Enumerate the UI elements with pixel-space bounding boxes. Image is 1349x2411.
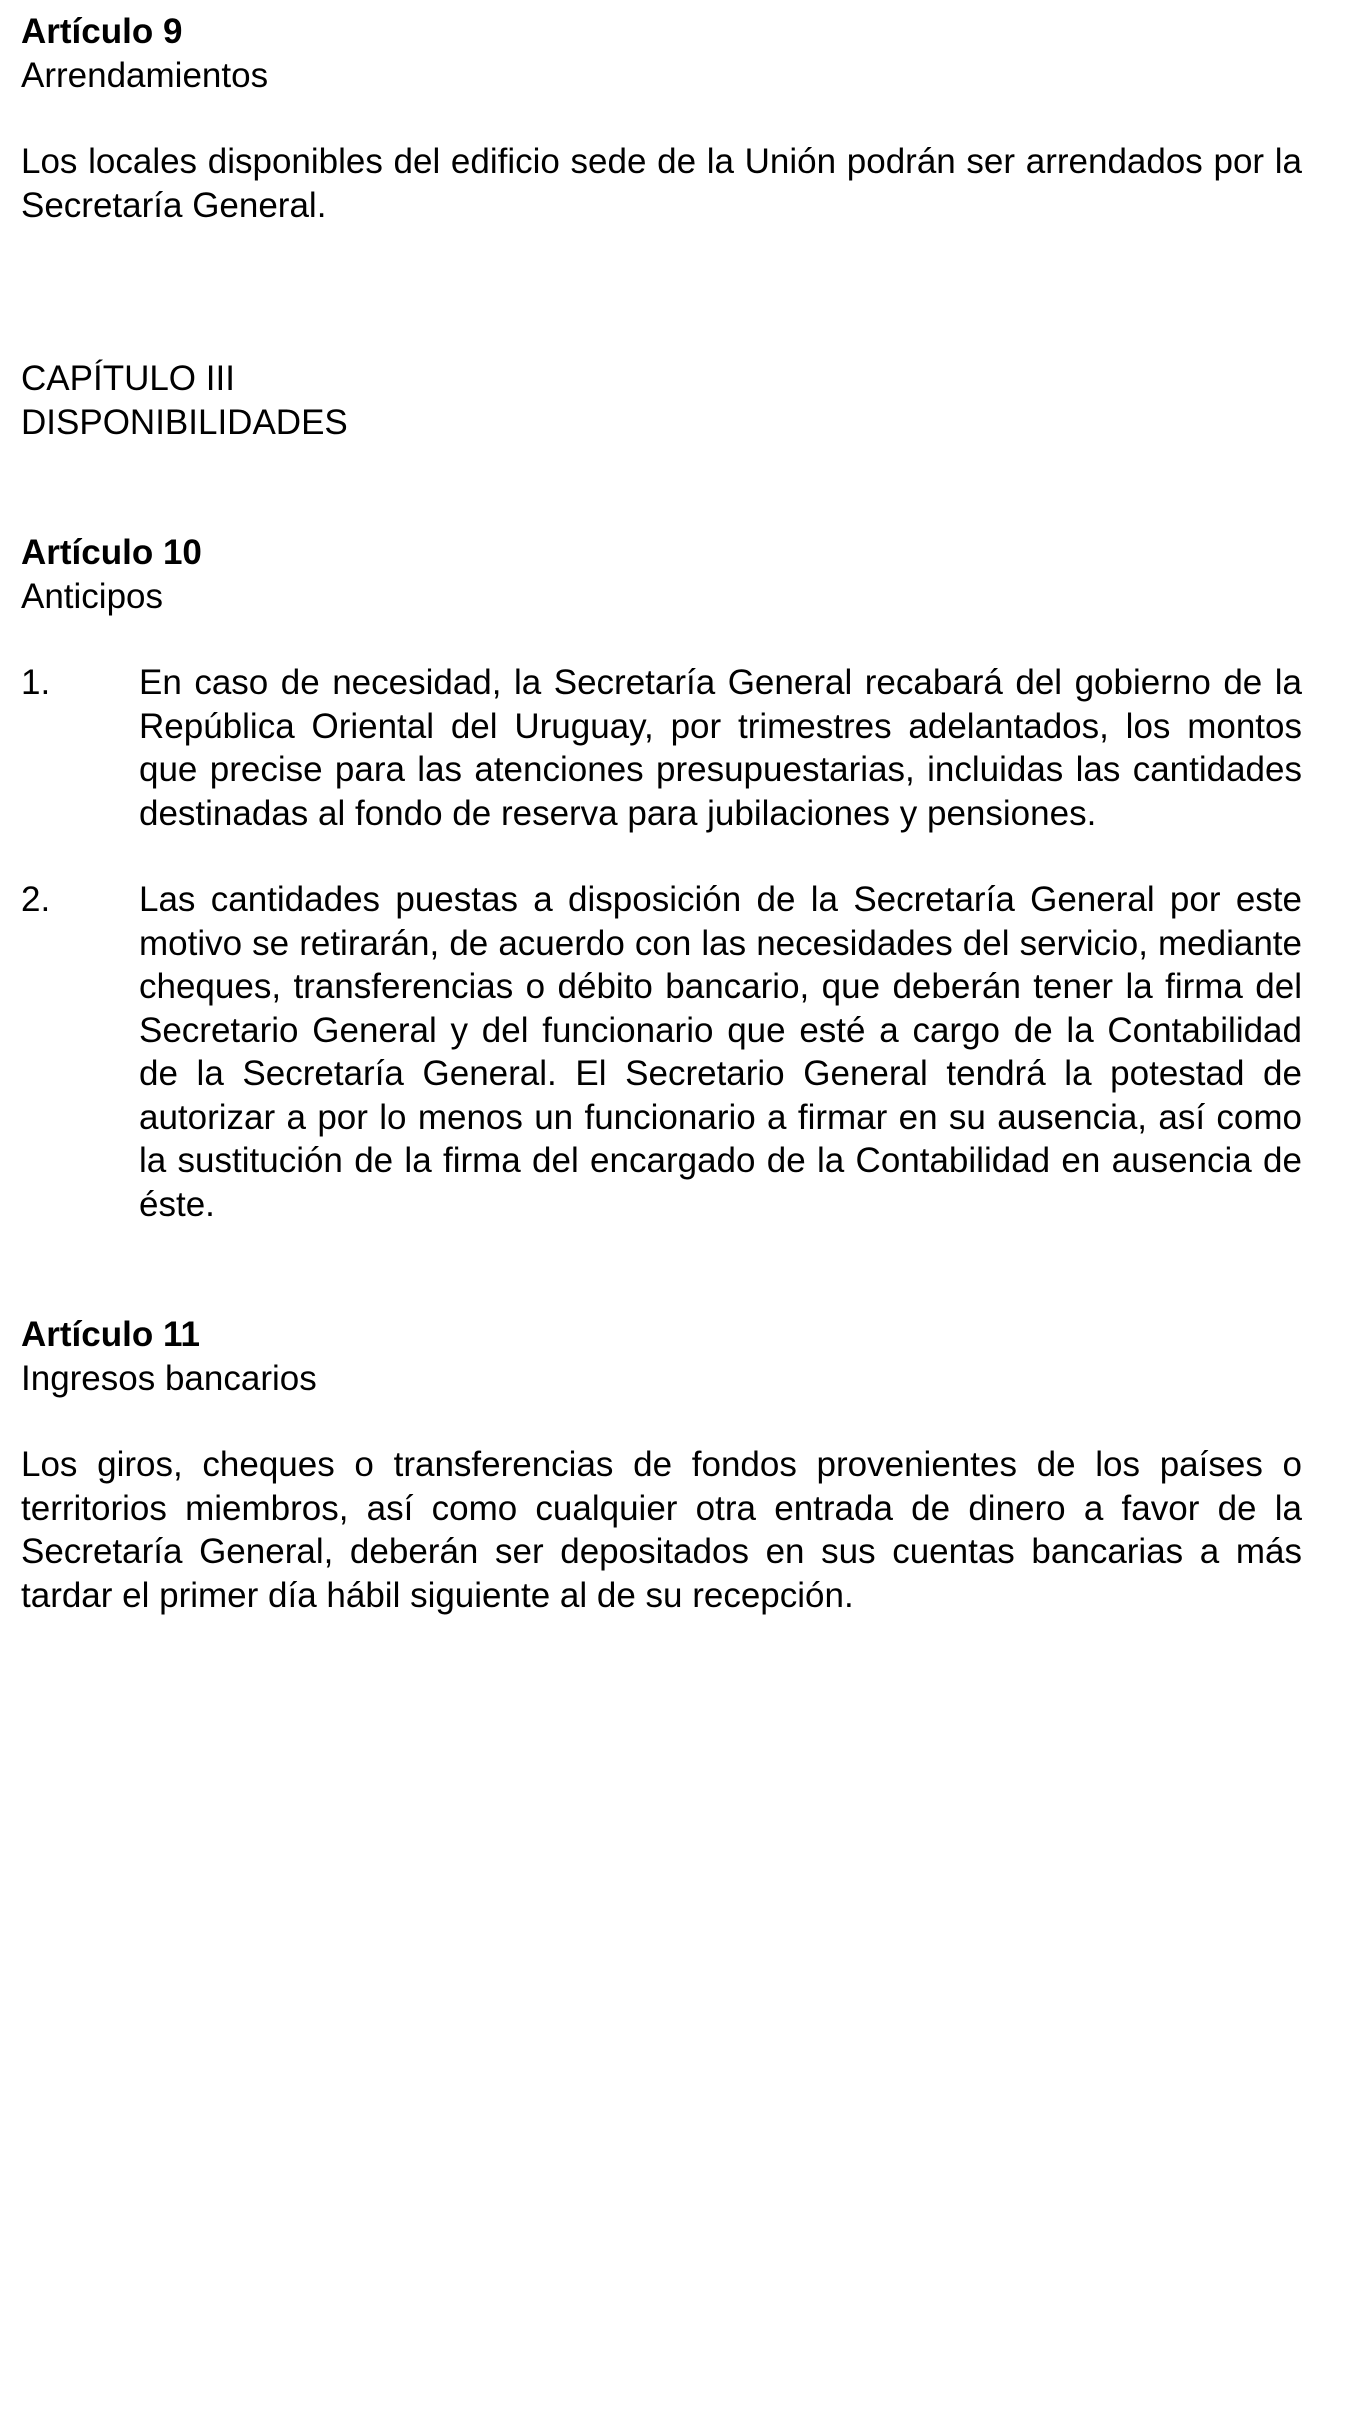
article-11-subheading: Ingresos bancarios	[21, 1358, 317, 1398]
chapter-subtitle: DISPONIBILIDADES	[21, 402, 348, 442]
item-number: 1.	[21, 663, 51, 702]
article-10-heading: Artículo 10	[21, 533, 202, 572]
article-9-heading: Artículo 9	[21, 12, 183, 51]
numbered-item	[21, 661, 1302, 835]
document-page	[21, 10, 1302, 1617]
article-9-paragraph: Los locales disponibles del edificio sede de la Unión podrán ser arrendados por la Secretaría General.	[21, 142, 1302, 225]
article-11-heading: Artículo 11	[21, 1315, 200, 1354]
article-10-subheading: Anticipos	[21, 576, 164, 616]
chapter-title: CAPÍTULO III	[21, 359, 235, 398]
numbered-item	[21, 878, 1302, 1226]
item-text: En caso de necesidad, la Secretaría General recabará del gobierno de la República Oriental del Uruguay, por trimestres adelantados, los montos que precise para las atenciones presupuestarias, incluidas las cantidades destinadas al fondo de reserva para jubilaciones y pensiones.	[139, 663, 1302, 833]
item-text: Las cantidades puestas a disposición de la Secretaría General por este motivo se retirarán, de acuerdo con las necesidades del servicio, mediante cheques, transferencias o débito bancario, que deberán tener la firma del Secretario General y del funcionario que esté a cargo de la Contabilidad de la Secretaría General. El Secretario General tendrá la potestad de autorizar a por lo menos un funcionario a firmar en su ausencia, así como la sustitución de la firma del encargado de la Contabilidad en ausencia de éste.	[139, 880, 1302, 1224]
article-11-paragraph: Los giros, cheques o transferencias de fondos provenientes de los países o territorios miembros, así como cualquier otra entrada de dinero a favor de la Secretaría General, deberán ser depositados en sus cuentas bancarias a más tardar el primer día hábil siguiente al de su recepción.	[21, 1445, 1302, 1615]
item-number: 2.	[21, 880, 51, 919]
article-9-subheading: Arrendamientos	[21, 55, 269, 95]
